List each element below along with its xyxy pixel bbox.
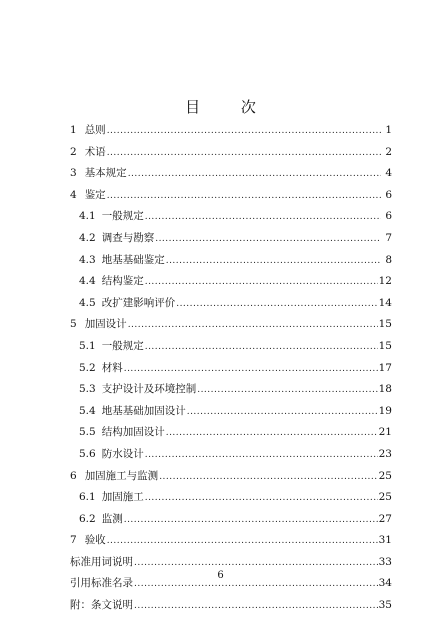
toc-entry-label: 支护设计及环境控制 [101,383,197,396]
toc-entry-page: 6 [385,188,392,201]
toc-entry[interactable] [70,338,392,360]
toc-entry-page: 33 [378,555,392,568]
toc-entry-page: 23 [378,447,392,460]
toc-dot-leader [166,428,378,438]
toc-entry-label: 监测 [101,512,123,525]
toc-title: 目 次 [185,98,274,116]
toc-entry-label: 附：条文说明 [70,599,133,612]
toc-dot-leader [107,148,381,158]
toc-entry-page: 2 [385,145,392,158]
toc-entry-number: 5.4 [79,404,96,417]
toc-entry-page: 1 [385,124,392,136]
toc-entry[interactable] [70,187,392,209]
toc-dot-leader [128,169,381,179]
toc-entry-page: 7 [385,231,392,244]
toc-entry[interactable] [70,295,392,317]
toc-entry-label: 验收 [84,534,106,547]
toc-entry-number: 2 [70,145,77,158]
toc-entry-label: 基本规定 [84,167,127,180]
toc-dot-leader [134,601,378,611]
toc-entry-page: 4 [385,167,392,180]
toc-entry-number: 1 [70,124,77,136]
toc-entry-page: 21 [378,426,392,439]
toc-entry-page: 27 [378,512,392,525]
toc-entry[interactable] [70,532,392,554]
toc-entry-page: 6 [385,210,392,223]
toc-dot-leader [145,342,378,352]
toc-entry-number: 6.2 [79,512,96,525]
toc-entry-label: 加固施工与监测 [84,469,159,482]
toc-entry-label: 一般规定 [101,339,144,352]
toc-entry[interactable] [70,144,392,166]
toc-entry-number: 6 [70,469,77,482]
toc-dot-leader [145,277,378,287]
toc-entry-page: 15 [378,339,392,352]
toc-entry-page: 14 [378,296,392,309]
toc-entry-page: 31 [378,534,392,547]
toc-dot-leader [159,472,377,482]
toc-entry[interactable] [70,165,392,187]
toc-entry[interactable] [70,122,392,144]
toc-entry-page: 34 [378,577,392,590]
toc-entry[interactable] [70,230,392,252]
toc-entry[interactable] [70,208,392,230]
toc-entry[interactable] [70,273,392,295]
toc-entry-page: 8 [385,253,392,266]
toc-entry-page: 25 [378,491,392,504]
toc-entry-number: 5.5 [79,426,96,439]
toc-dot-leader [107,536,378,546]
toc-entry-number: 4.1 [79,210,96,223]
toc-entry-number: 5.6 [79,447,96,460]
toc-entry-label: 加固设计 [84,318,127,331]
toc-entry-label: 引用标准名录 [70,577,133,590]
toc-dot-leader [124,364,378,374]
toc-entry-label: 术语 [84,145,106,158]
toc-entry[interactable] [70,489,392,511]
toc-entry-label: 一般规定 [101,210,144,223]
toc-entry-page: 12 [378,275,392,288]
toc-entry[interactable] [70,316,392,338]
toc-dot-leader [155,234,381,244]
toc-entry-number: 4 [70,188,77,201]
toc-entry-number: 4.3 [79,253,96,266]
toc-entry-number: 4.2 [79,231,96,244]
toc-entry[interactable] [70,252,392,274]
toc-dot-leader [124,515,378,525]
table-of-contents [70,122,392,619]
toc-dot-leader [145,212,381,222]
toc-dot-leader [128,320,378,330]
toc-entry-page: 17 [378,361,392,374]
toc-entry-label: 调查与勘察 [101,231,155,244]
toc-entry-number: 6.1 [79,491,96,504]
toc-entry-page: 35 [378,599,392,612]
toc-dot-leader [197,385,377,395]
toc-entry-page: 19 [378,404,392,417]
toc-dot-leader [145,493,378,503]
toc-entry-label: 鉴定 [84,188,106,201]
toc-entry-page: 18 [378,383,392,396]
toc-entry-label: 结构加固设计 [101,426,165,439]
toc-entry-label: 改扩建影响评价 [101,296,176,309]
toc-entry-label: 结构鉴定 [101,275,144,288]
toc-dot-leader [166,256,381,266]
toc-entry-page: 25 [378,469,392,482]
toc-entry[interactable] [70,424,392,446]
toc-entry-number: 5 [70,318,77,331]
toc-entry-label: 总则 [84,124,106,136]
toc-entry-label: 材料 [101,361,123,374]
toc-dot-leader [134,558,378,568]
toc-entry-number: 4.4 [79,275,96,288]
toc-dot-leader [107,191,381,201]
toc-entry-label: 地基基础鉴定 [101,253,165,266]
toc-entry[interactable] [70,597,392,619]
toc-entry[interactable] [70,468,392,490]
toc-entry-label: 地基基础加固设计 [101,404,186,417]
toc-dot-leader [187,407,378,417]
toc-entry-number: 3 [70,167,77,180]
toc-entry[interactable] [70,381,392,403]
toc-dot-leader [107,126,381,136]
toc-entry-label: 加固施工 [101,491,144,504]
toc-entry-label: 防水设计 [101,447,144,460]
toc-entry-number: 7 [70,534,77,547]
toc-dot-leader [145,450,378,460]
toc-entry-number: 4.5 [79,296,96,309]
toc-entry[interactable] [70,360,392,382]
toc-entry-number: 5.3 [79,383,96,396]
toc-entry-page: 15 [378,318,392,331]
toc-dot-leader [176,299,377,309]
toc-entry[interactable] [70,446,392,468]
toc-entry[interactable] [70,403,392,425]
page-number: 6 [217,570,224,581]
toc-entry-number: 5.2 [79,361,96,374]
toc-entry-number: 5.1 [79,339,96,352]
toc-entry-label: 标准用词说明 [70,555,133,568]
toc-entry[interactable] [70,511,392,533]
